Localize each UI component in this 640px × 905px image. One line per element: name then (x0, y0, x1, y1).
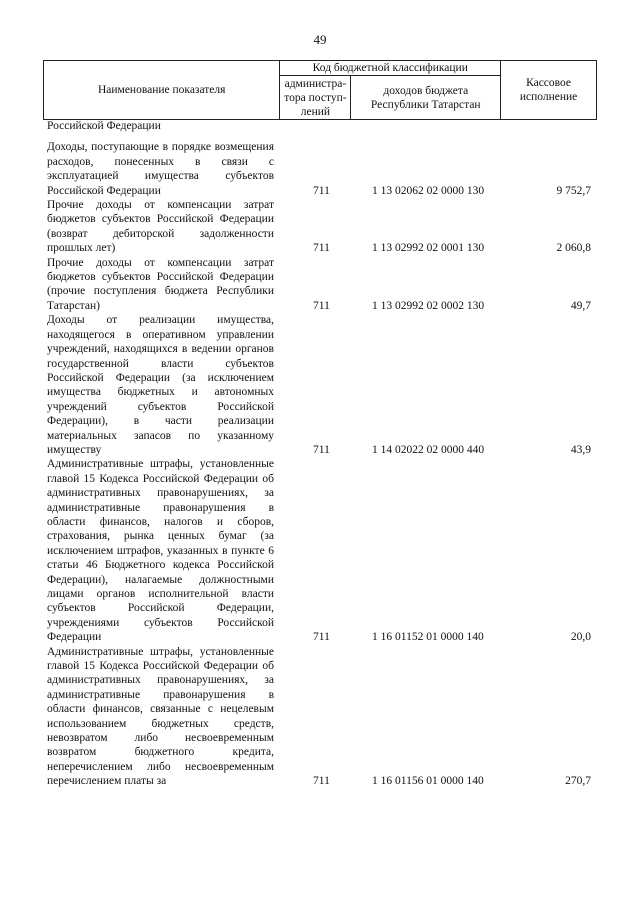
table-row (47, 645, 597, 789)
row-name: Доходы от реализации имущества, находящегося в оперативном управлении учреждений, находящихся в ведении органов государственной власти субъектов Российской Федерации (за исключением имущества бюджетных и автономных учреждений субъектов Российской Федерации), в части реализации материальных запасов по указанному имуществу (47, 314, 274, 456)
header-income-column: доходов бюджета Республики Татарстан (351, 76, 501, 120)
row-budget-code: 1 13 02062 02 0000 130 (372, 184, 485, 197)
row-admin-code: 711 (313, 443, 330, 456)
table-row (47, 256, 597, 314)
row-admin-code: 711 (313, 775, 330, 788)
row-execution-value: 20,0 (570, 631, 591, 644)
row-execution-value: 9 752,7 (556, 184, 591, 197)
row-name: Административные штрафы, установленные главой 15 Кодекса Российской Федерации об административных правонарушениях, за административные правонарушения в области финансов, налогов и сборов, страхования, рынка ценных бумаг (за исключением штрафов, указанных в пункте 6 статьи 46 Бюджетного кодекса Российской Федерации), налагаемые должностными лицами органов исполнительной власти субъектов Российской Федерации, учреждениями субъектов Российской Федерации (47, 458, 274, 644)
table-header (43, 60, 597, 120)
row-budget-code: 1 13 02992 02 0001 130 (372, 242, 485, 255)
table-row (47, 140, 597, 198)
row-admin-code: 711 (313, 242, 330, 255)
row-execution-value: 2 060,8 (556, 242, 591, 255)
row-admin-code: 711 (313, 631, 330, 644)
row-name: Доходы, поступающие в порядке возмещения расходов, понесенных в связи с эксплуатацией имущества субъектов Российской Федерации (47, 141, 274, 197)
row-budget-code: 1 16 01156 01 0000 140 (372, 775, 484, 788)
row-execution-value: 43,9 (570, 443, 591, 456)
page-number: 49 (313, 32, 327, 47)
header-name-column: Наименование показателя (44, 61, 280, 120)
row-admin-code: 711 (313, 184, 330, 197)
row-name: Прочие доходы от компенсации затрат бюджетов субъектов Российской Федерации (возврат дебиторской задолженности прошлых лет) (47, 199, 274, 255)
row-name: Прочие доходы от компенсации затрат бюджетов субъектов Российской Федерации (прочие поступления бюджета Республики Татарстан) (47, 256, 274, 312)
row-name: Российской Федерации (47, 120, 161, 132)
table-body (47, 119, 597, 789)
row-budget-code: 1 16 01152 01 0000 140 (372, 631, 484, 644)
table-row (47, 457, 597, 644)
header-admin-column: администра- тора поступ- лений (280, 76, 351, 120)
table-row (47, 313, 597, 457)
continuation-row (47, 119, 597, 133)
header-execution-column: Кассовое исполнение (501, 61, 597, 120)
row-name: Административные штрафы, установленные главой 15 Кодекса Российской Федерации об административных правонарушениях, за административные правонарушения в области финансов, связанные с нецелевым использованием бюджетных средств, невозвратом либо несвоевременным возвратом бюджетного кредита, неперечислением либо несвоевременным перечислением платы за (47, 645, 274, 788)
row-budget-code: 1 13 02992 02 0002 130 (372, 299, 485, 312)
row-admin-code: 711 (313, 299, 330, 312)
row-execution-value: 270,7 (565, 775, 591, 788)
row-execution-value: 49,7 (570, 299, 591, 312)
header-code-group: Код бюджетной классификации (280, 61, 501, 76)
row-budget-code: 1 14 02022 02 0000 440 (372, 443, 485, 456)
table-row (47, 198, 597, 256)
